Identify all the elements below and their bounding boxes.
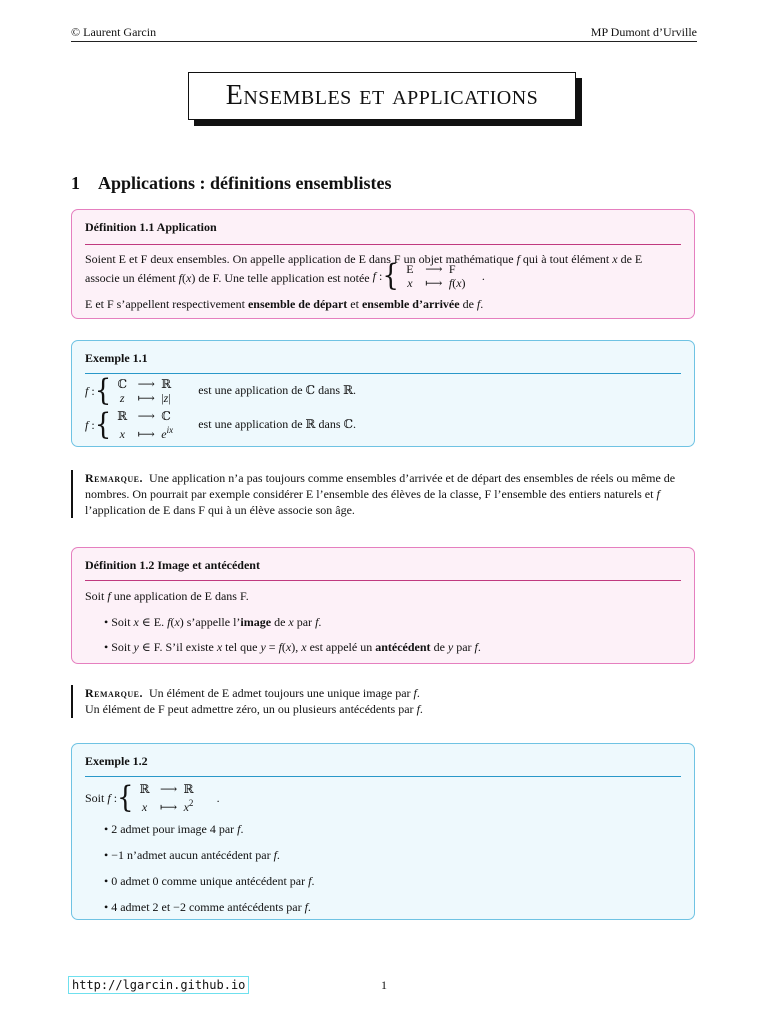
definition-1-2-intro: Soit f une application de E dans F. — [85, 589, 249, 603]
footer-website-link[interactable]: http://lgarcin.github.io — [68, 976, 249, 994]
definition-1-1-line1: Soient E et F deux ensembles. On appelle application de E dans F un objet mathématique f qui à tout élément x de E — [85, 252, 643, 266]
example-1-1-title: Exemple 1.1 — [85, 351, 148, 365]
example-1-2-bullet-4: • 4 admet 2 et −2 comme antécédents par f. — [104, 900, 311, 914]
example-1-2-bullet-2: • −1 n’admet aucun antécédent par f. — [104, 848, 280, 862]
definition-1-2-title: Définition 1.2 Image et antécédent — [85, 558, 260, 572]
page-number: 1 — [381, 978, 387, 992]
example-1-2-title: Exemple 1.2 — [85, 754, 148, 768]
definition-1-1-title: Définition 1.1 Application — [85, 220, 217, 234]
remark-1: Remarque. Une application n’a pas toujours comme ensembles d’arrivée et de départ des ensembles de réels ou même de nombres. On pourrait par exemple considérer E l’ensemble des élèves de la classe, F l’ensemble des entiers naturels et f l’application de E dans F qui à un élève associe son âge. — [71, 470, 697, 518]
definition-1-1-line2: associe un élément f(x) de F. Une telle application est notée f : { E ⟶ F x ⟼ f(x) . — [85, 258, 485, 294]
definition-1-2-bullet-1: • Soit x ∈ E. f(x) s’appelle l’image de x par f. — [104, 615, 322, 629]
example-1-1-row2: f : { ℝ ⟶ ℂ x ⟼ $e^{ix}$ est une application de ℝ dans ℂ. — [85, 407, 357, 443]
header-rule — [71, 41, 697, 42]
remark-2: Remarque. Un élément de E admet toujours une unique image par f. Un élément de F peut admettre zéro, un ou plusieurs antécédents par f. — [71, 685, 697, 718]
example-1-1-row1: f : { ℂ ⟶ ℝ z ⟼ |z| est une application de ℂ dans ℝ. — [85, 373, 357, 409]
definition-1-1-line3: E et F s’appellent respectivement ensemble de départ et ensemble d’arrivée de f. — [85, 297, 484, 311]
example-1-2-bullet-1: • 2 admet pour image 4 par f. — [104, 822, 244, 836]
definition-1-2-box — [71, 547, 695, 664]
header-school: MP Dumont d’Urville — [590, 25, 697, 39]
section-heading: 1 Applications : définitions ensemblistes — [71, 173, 392, 193]
header-author: © Laurent Garcin — [71, 25, 157, 39]
example-1-2-function: Soit f : { ℝ ⟶ ℝ x ⟼ $x^2$ . — [85, 780, 220, 816]
definition-1-1-box — [71, 209, 695, 319]
page-title: Ensembles et applications — [188, 72, 576, 120]
example-1-2-bullet-3: • 0 admet 0 comme unique antécédent par f. — [104, 874, 315, 888]
example-1-2-box — [71, 743, 695, 920]
example-1-1-box — [71, 340, 695, 447]
definition-1-2-bullet-2: • Soit y ∈ F. S’il existe x tel que y = f(x), x est appelé un antécédent de y par f. — [104, 640, 481, 654]
